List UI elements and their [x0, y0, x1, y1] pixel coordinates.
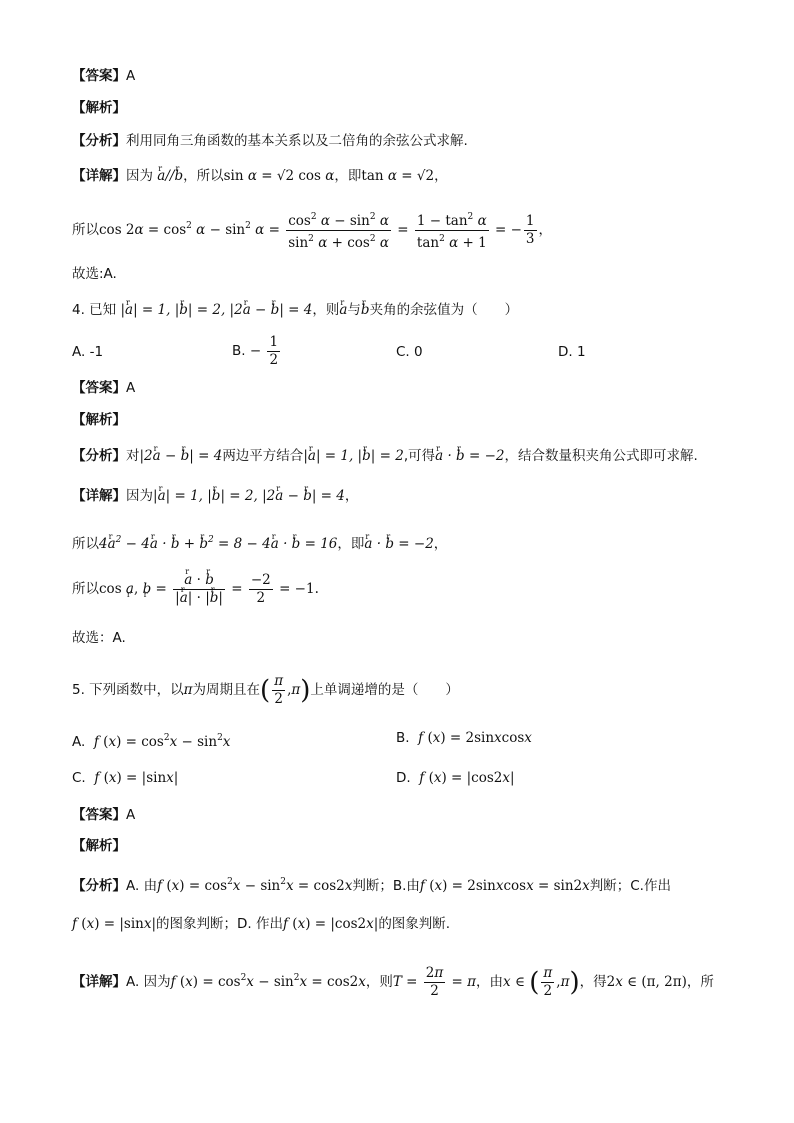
- analysis-label: 【解析】: [72, 412, 126, 428]
- q3-answer-line: [72, 66, 135, 86]
- text-so: 所以: [72, 536, 99, 552]
- formula-parallel: r a//r b: [157, 168, 183, 184]
- text-b: 判断；B.由: [352, 878, 420, 894]
- q5-analysis-line: [72, 836, 126, 856]
- detail-label: 【详解】: [72, 974, 126, 990]
- text-ie: ，即: [334, 168, 362, 184]
- formula-opt-c: f (x) = |sinx|: [94, 770, 179, 786]
- q5-fenxi-line2: [72, 914, 450, 934]
- text-get: ，得: [579, 974, 607, 990]
- answer-label: 【答案】: [72, 68, 126, 84]
- option-label: A.: [72, 734, 86, 750]
- q4-option-a: [72, 342, 103, 362]
- conclusion-text: 故选：A.: [72, 630, 126, 646]
- q4-stem-prefix: 4. 已知: [72, 302, 117, 318]
- symbol-pi: π: [183, 682, 193, 698]
- q5-answer: A: [126, 807, 136, 823]
- formula-opt-d: f (x) = |cos2x|: [419, 770, 515, 786]
- text-a: A. 因为: [126, 974, 171, 990]
- q4-option-c: [396, 342, 423, 362]
- formula-cos2a: $\cos 2\alpha = \cos^2 \alpha - \sin^2 \alpha$ = $\frac{\cos^2 \alpha - \sin^2 \alpha}{\sin^2 \alpha + \cos^2 \alpha}$ = $\frac{1 - \tan^2 \alpha}{\tan^2 \alpha + 1}$ = − $\frac{1}{3}$ ，: [99, 222, 552, 238]
- q4-stem-mid: ，则: [312, 302, 340, 318]
- q4-stem-and: 与: [347, 302, 361, 318]
- q5-stem: [72, 670, 459, 711]
- formula-dot-result: r a · r b = −2: [364, 536, 433, 552]
- q4-analysis-line: [72, 410, 126, 430]
- formula-detail-a: f $(x) = \cos^2x - \sin^2x = \cos 2x$: [170, 973, 366, 990]
- formula-opt-a: f $(x) = \cos^2x - \sin^2x$: [93, 733, 231, 750]
- q5-fenxi-line: [72, 872, 671, 896]
- vector-b: r b: [361, 302, 370, 318]
- formula-x-in: x ∈ ( $\frac{\pi}{2}$ ,π): [503, 965, 580, 999]
- q4-answer-line: [72, 378, 135, 398]
- text-get: ,可得: [403, 448, 436, 464]
- q3-cos2a-line: [72, 206, 552, 252]
- q4-fenxi-line: [72, 446, 698, 466]
- text-so: 所以: [72, 222, 99, 238]
- text-a: A. 由: [126, 878, 158, 894]
- q5-option-b: [396, 728, 532, 748]
- text-end: 的图象判断.: [378, 916, 451, 932]
- option-label: B.: [232, 343, 246, 359]
- text-c: 判断；C.作出: [589, 878, 671, 894]
- q3-fenxi-line: [72, 131, 468, 151]
- q3-detail-line: 【详解】因为 r a//r b，所以sin α = √2 cos α，即tan α = √2，: [72, 166, 448, 186]
- q3-fenxi-text: 利用同角三角函数的基本关系以及二倍角的余弦公式求解.: [126, 133, 468, 149]
- formula-fenxi-b: f (x) = 2sinxcosx = sin2x: [419, 878, 590, 894]
- fenxi-label: 【分析】: [72, 133, 126, 149]
- formula-sin-eq: sin α = √2 cos α: [223, 168, 335, 184]
- formula-fenxi-c: f (x) = |sinx|: [72, 916, 157, 932]
- answer-label: 【答案】: [72, 380, 126, 396]
- text-because: 因为: [126, 488, 153, 504]
- q4-conclude-line: [72, 628, 126, 648]
- q4-answer: A: [126, 380, 136, 396]
- text-so: ，所以: [183, 168, 224, 184]
- q4-option-d: [558, 342, 586, 362]
- text-end: ，所: [686, 974, 714, 990]
- q5-stem-mid: 为周期且在: [192, 682, 261, 698]
- formula-interval: ( $\frac{\pi}{2}$ ,π): [260, 673, 311, 707]
- text-d: 的图象判断；D. 作出: [156, 916, 284, 932]
- formula-tan-eq: tan α = √2: [361, 168, 435, 184]
- q4-stem: [72, 300, 518, 320]
- q4-option-b: [232, 334, 282, 369]
- formula-abs-ab: |r a| = 1, |r b| = 2: [303, 448, 404, 464]
- q4-detail-line: 【详解】因为|r a| = 1, |r b| = 2, |2r a − r b| = 4，: [72, 486, 358, 506]
- text-end: ，结合数量积夹角公式即可求解.: [504, 448, 698, 464]
- vector-a: r a: [339, 302, 347, 318]
- detail-label: 【详解】: [72, 488, 126, 504]
- q4-so-line: 所以4r $a^2 - 4r$ a · r b + r $b^2 = 8 - 4r$ a · r b = 16，即r a · r b = −2，: [72, 530, 447, 554]
- formula-q4-given: |r a| = 1, |r b| = 2, |2r a − r b| = 4: [120, 302, 312, 318]
- text-by: ，由: [476, 974, 504, 990]
- text-dui: 对: [126, 448, 140, 464]
- text-square: 两边平方结合: [222, 448, 304, 464]
- q5-stem-suffix: 上单调递增的是（ ）: [310, 682, 459, 698]
- q4-stem-suffix: 夹角的余弦值为（ ）: [369, 302, 519, 318]
- analysis-label: 【解析】: [72, 838, 126, 854]
- formula-neg-half: − $\frac{1}{2}$: [249, 334, 279, 368]
- text-because: 因为: [126, 168, 153, 184]
- q5-option-d: [396, 768, 515, 788]
- option-label: B.: [396, 730, 410, 746]
- conclusion-text: 故选:A.: [72, 266, 117, 282]
- formula-fenxi-a: f $(x) = \cos^2x - \sin^2x = \cos 2x$: [157, 877, 353, 894]
- option-label: A. -1: [72, 344, 104, 360]
- formula-opt-b: f (x) = 2sinxcosx: [418, 730, 532, 746]
- q5-option-c: [72, 768, 178, 788]
- text-then: ，则: [365, 974, 393, 990]
- q5-detail-line: [72, 958, 714, 1003]
- q3-conclude-line: [72, 264, 117, 284]
- text-ie: ，即: [337, 536, 365, 552]
- formula-fenxi-d: f (x) = |cos2x|: [283, 916, 379, 932]
- text-so: 所以: [72, 581, 99, 597]
- formula-expand: 4r $a^2 - 4r$ a · r b + r $b^2 = 8 - 4r$ a · r b = 16: [99, 536, 337, 552]
- fenxi-label: 【分析】: [72, 878, 126, 894]
- q5-stem-prefix: 5. 下列函数中，以: [72, 682, 184, 698]
- analysis-label: 【解析】: [72, 100, 126, 116]
- option-label: C. 0: [396, 344, 423, 360]
- option-label: C.: [72, 770, 86, 786]
- q5-option-a: [72, 728, 230, 752]
- formula-2x-in: 2x ∈ (π, 2π): [606, 974, 687, 990]
- fenxi-label: 【分析】: [72, 448, 126, 464]
- q3-analysis-line: [72, 98, 126, 118]
- formula-cos-angle: cos r a, r b = r $\frac{\text{a · r b}}{\text{|r a| · |r b|}}$ = $\frac{-2}{2}$ = −1.: [99, 581, 319, 597]
- q5-answer-line: [72, 805, 135, 825]
- formula-abs-2a-b: |2r a − r b| = 4: [140, 448, 223, 464]
- detail-label: 【详解】: [72, 168, 126, 184]
- formula-period: T = $\frac{2\pi}{2}$ = π: [392, 965, 477, 999]
- answer-label: 【答案】: [72, 807, 126, 823]
- q4-cos-line: [72, 566, 319, 612]
- option-label: D.: [396, 770, 411, 786]
- formula-dot-neg2: r a · r b = −2: [435, 448, 504, 464]
- formula-given: |r a| = 1, |r b| = 2, |2r a − r b| = 4: [153, 488, 345, 504]
- option-label: D. 1: [558, 344, 586, 360]
- q3-answer: A: [126, 68, 136, 84]
